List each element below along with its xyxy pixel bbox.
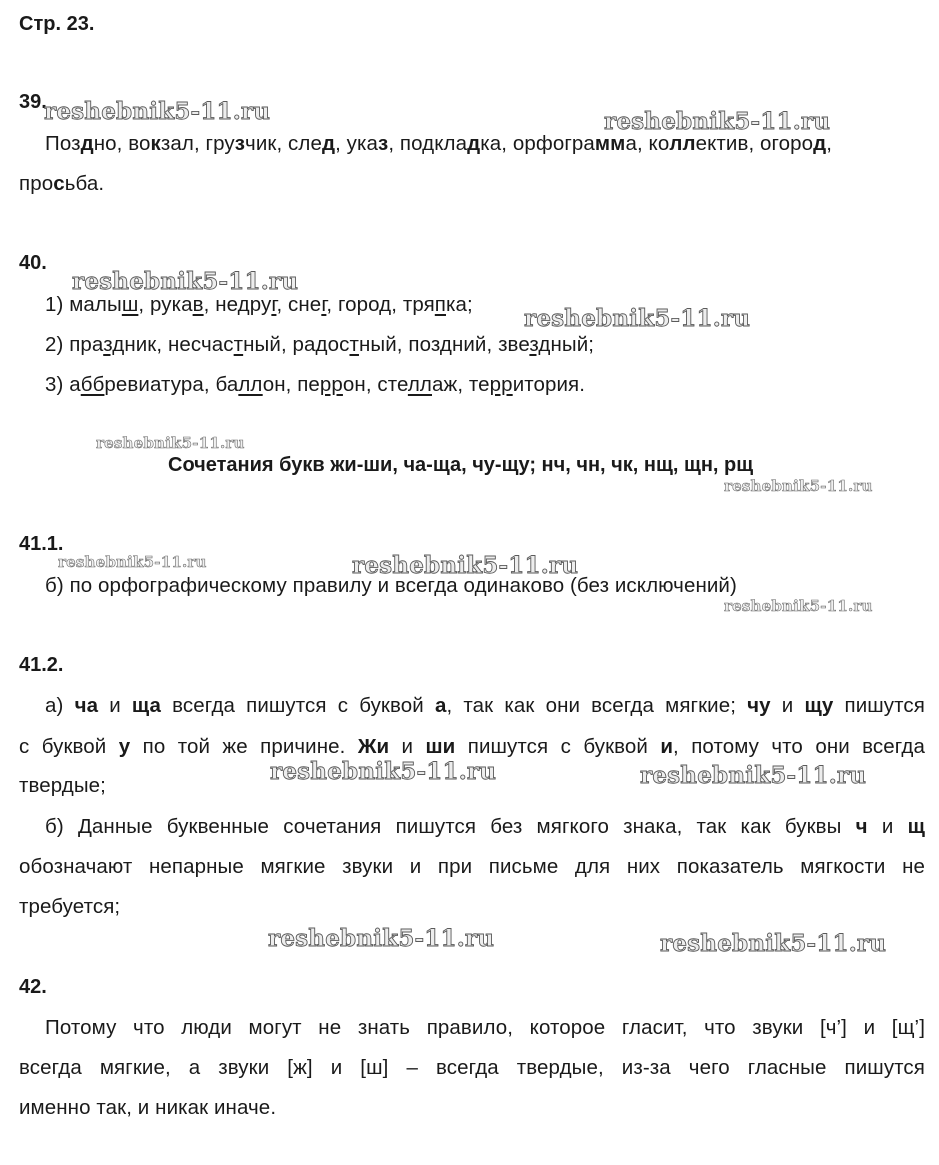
task-41-2-b-line-2: обозначают непарные мягкие звуки и при письме для них показатель мягкости не bbox=[19, 855, 925, 878]
task-41-2-a-line-2: с буквой у по той же причине. Жи и ши пишутся с буквой и, потому что они всегда bbox=[19, 735, 926, 758]
watermark: reshebnik5-11.ru bbox=[96, 434, 245, 452]
task-42-line-3: именно так, и никак иначе. bbox=[19, 1096, 277, 1119]
watermark: reshebnik5-11.ru bbox=[44, 98, 271, 125]
page-title: Стр. 23. bbox=[19, 13, 95, 35]
task-42-line-1: Потому что люди могут не знать правило, которое гласит, что звуки [ч’] и [щ’] bbox=[45, 1016, 925, 1039]
watermark: reshebnik5-11.ru bbox=[352, 552, 579, 579]
watermark: reshebnik5-11.ru bbox=[724, 597, 873, 615]
watermark: reshebnik5-11.ru bbox=[72, 268, 299, 295]
task-40-item-3: 3) аббревиатура, баллон, перрон, стеллаж, территория. bbox=[45, 373, 586, 396]
watermark: reshebnik5-11.ru bbox=[270, 758, 497, 785]
task-40-item-2: 2) праздник, несчастный, радостный, поздний, звездный; bbox=[45, 333, 595, 356]
task-41-2-number: 41.2. bbox=[19, 654, 64, 676]
section-heading: Сочетания букв жи-ши, ча-ща, чу-щу; нч, чн, чк, нщ, щн, рщ bbox=[168, 454, 754, 476]
watermark: reshebnik5-11.ru bbox=[724, 477, 873, 495]
watermark: reshebnik5-11.ru bbox=[660, 930, 887, 957]
watermark: reshebnik5-11.ru bbox=[604, 108, 831, 135]
task-39-line-1: Поздно, вокзал, грузчик, след, указ, подкладка, орфограмма, коллектив, огород, bbox=[45, 132, 833, 155]
task-41-2-a-line-3: твердые; bbox=[19, 774, 106, 797]
task-42-line-2: всегда мягкие, а звуки [ж] и [ш] – всегда твердые, из-за чего гласные пишутся bbox=[19, 1056, 925, 1079]
task-40-item-1: 1) малыш, рукав, недруг, снег, город, тряпка; bbox=[45, 293, 473, 316]
task-41-2-a-line-1: а) ча и ща всегда пишутся с буквой а, так как они всегда мягкие; чу и щу пишутся bbox=[45, 694, 925, 717]
task-42-number: 42. bbox=[19, 976, 47, 998]
watermark: reshebnik5-11.ru bbox=[640, 762, 867, 789]
task-41-2-b-line-1: б) Данные буквенные сочетания пишутся без мягкого знака, так как буквы ч и щ bbox=[45, 815, 925, 838]
task-39-number: 39. bbox=[19, 91, 47, 113]
task-40-number: 40. bbox=[19, 252, 47, 274]
task-41-1-number: 41.1. bbox=[19, 533, 64, 555]
watermark: reshebnik5-11.ru bbox=[268, 925, 495, 952]
watermark: reshebnik5-11.ru bbox=[524, 305, 751, 332]
watermark: reshebnik5-11.ru bbox=[58, 553, 207, 571]
task-41-1-answer: б) по орфографическому правилу и всегда одинаково (без исключений) bbox=[45, 574, 737, 597]
task-41-2-b-line-3: требуется; bbox=[19, 895, 121, 918]
task-39-line-2: просьба. bbox=[19, 172, 105, 195]
